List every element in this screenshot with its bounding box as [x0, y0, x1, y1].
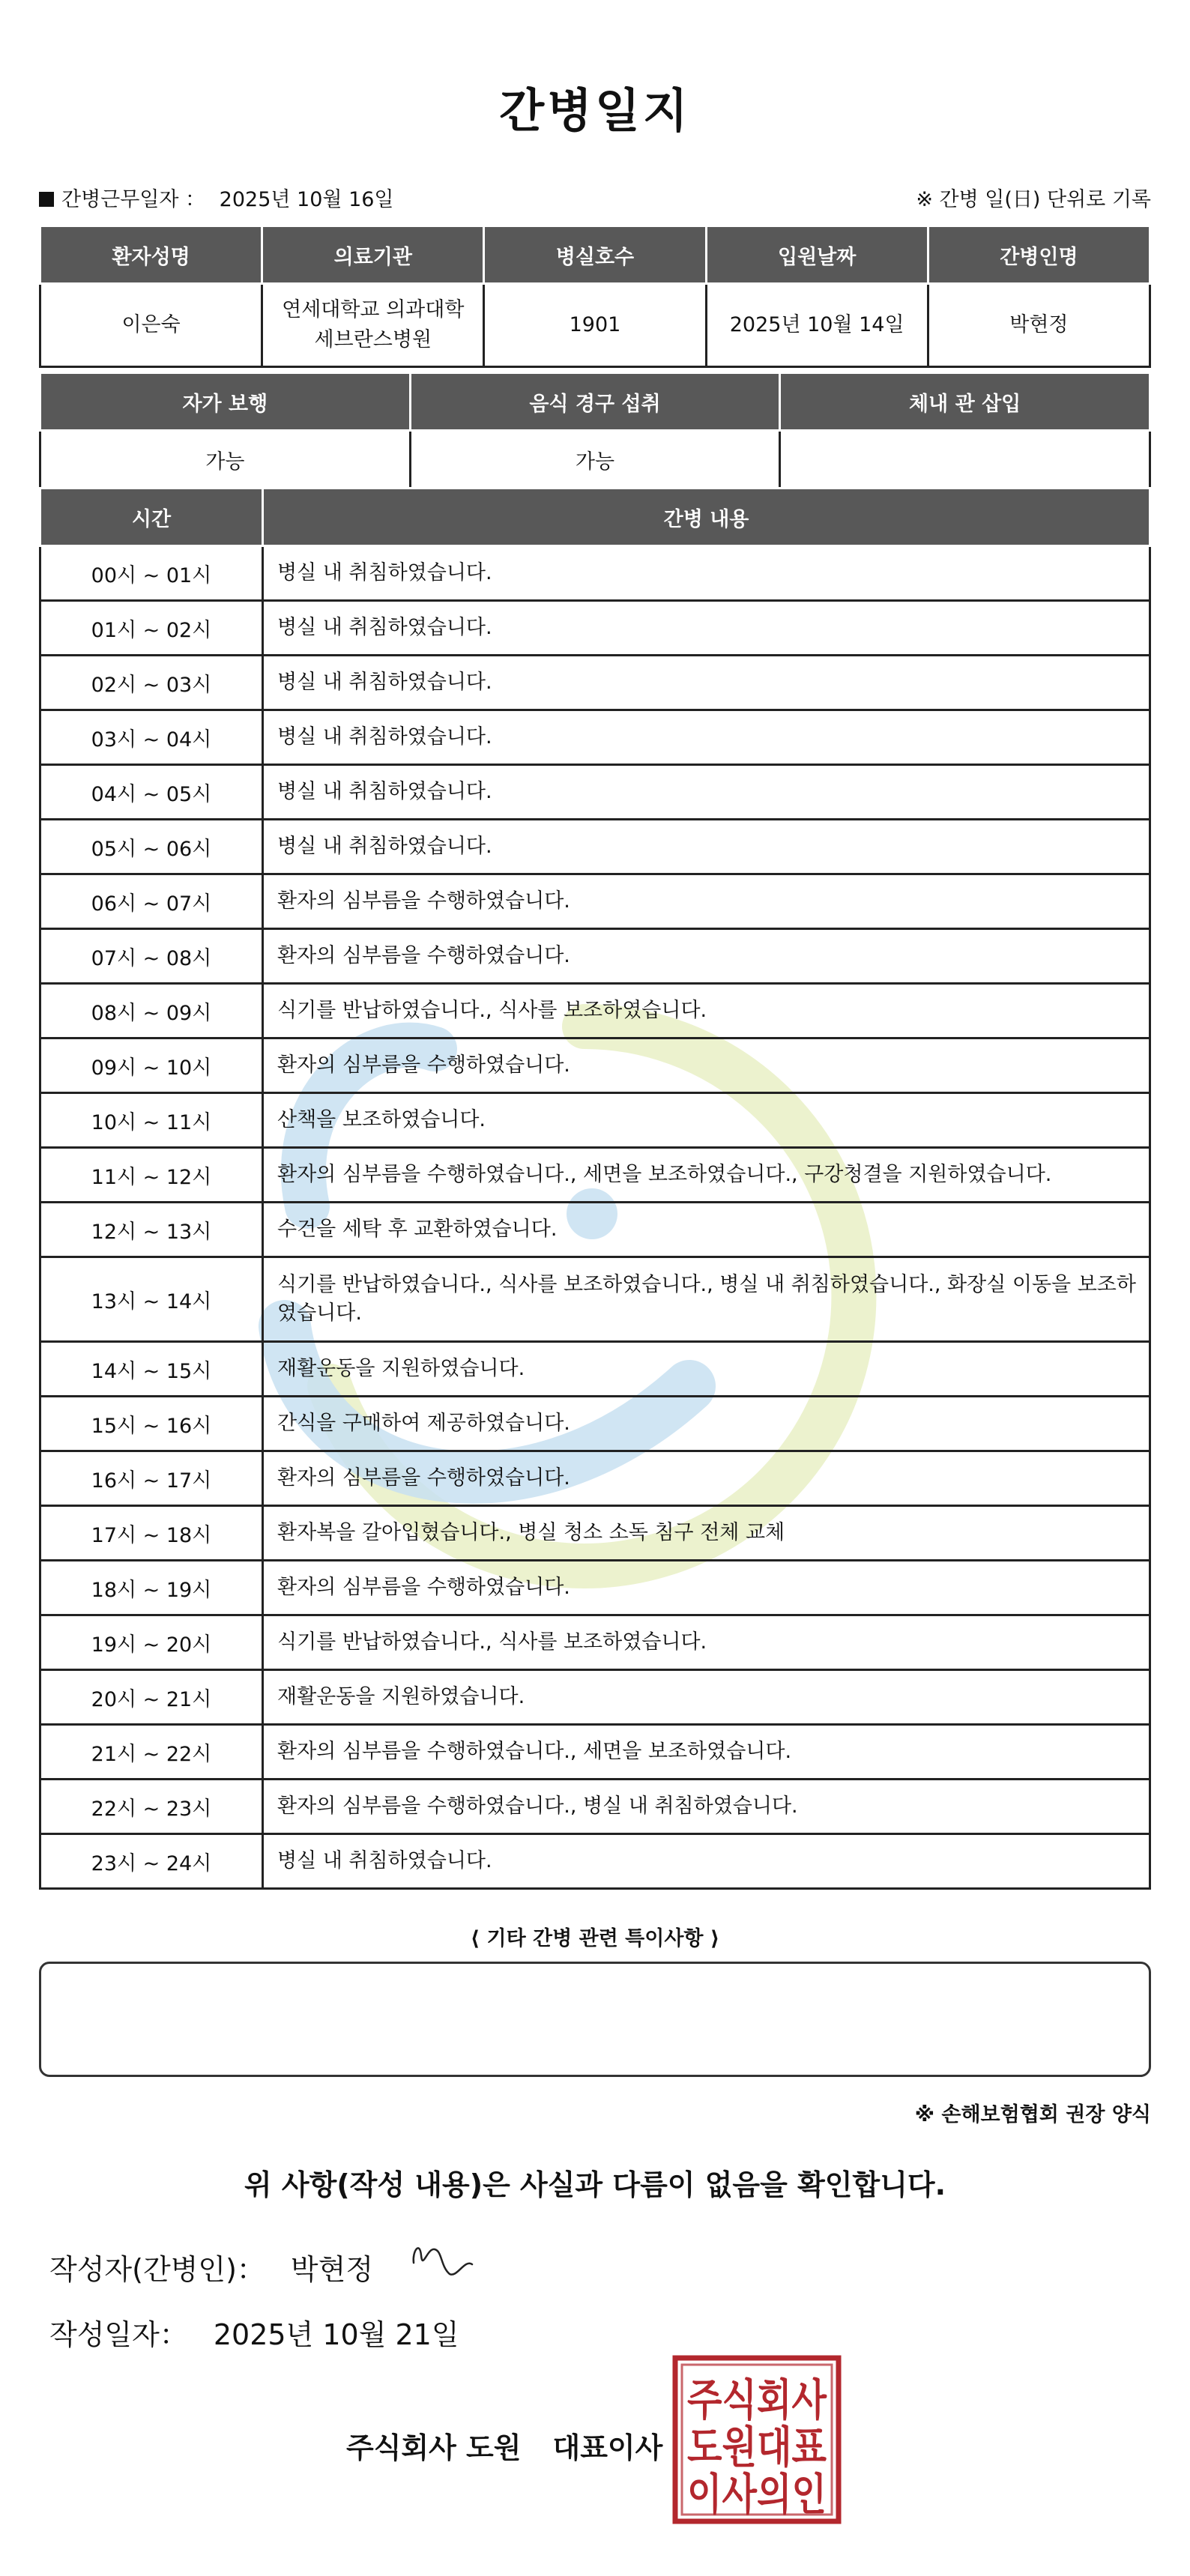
log-content: 환자의 심부름을 수행하였습니다. [263, 929, 1150, 984]
log-content: 환자의 심부름을 수행하였습니다. [263, 1451, 1150, 1506]
log-time: 14시 ~ 15시 [40, 1342, 263, 1397]
room-number: 1901 [484, 284, 706, 367]
log-time: 04시 ~ 05시 [40, 765, 263, 820]
table-row [40, 929, 1150, 984]
log-content: 병실 내 취침하였습니다. [263, 546, 1150, 601]
log-time: 16시 ~ 17시 [40, 1451, 263, 1506]
recommend-note: ※ 손해보험협회 권장 양식 [914, 2103, 1151, 2126]
log-content: 병실 내 취침하였습니다. [263, 710, 1150, 765]
table-row [40, 765, 1150, 820]
log-time: 10시 ~ 11시 [40, 1093, 263, 1148]
header-care-content: 간병 내용 [263, 489, 1150, 546]
header-patient-name: 환자성명 [40, 226, 262, 284]
log-content: 병실 내 취침하였습니다. [263, 820, 1150, 874]
log-time: 11시 ~ 12시 [40, 1148, 263, 1203]
log-time: 17시 ~ 18시 [40, 1506, 263, 1561]
log-content: 환자의 심부름을 수행하였습니다. [263, 1038, 1150, 1093]
special-notes-label: ⟨ 기타 간병 관련 특이사항 ⟩ [470, 1927, 720, 1950]
log-time: 00시 ~ 01시 [40, 546, 263, 601]
log-content: 간식을 구매하여 제공하였습니다. [263, 1397, 1150, 1451]
tube-insertion-value [780, 431, 1150, 489]
log-time: 09시 ~ 10시 [40, 1038, 263, 1093]
company-title: 대표이사 [552, 2431, 663, 2464]
company-signoff [346, 2425, 662, 2466]
header-hospital: 의료기관 [262, 226, 484, 284]
header-tube-insertion: 체내 관 삽입 [780, 373, 1150, 431]
log-time: 06시 ~ 07시 [40, 874, 263, 929]
seal-text-line: 도원대표 [687, 2422, 827, 2473]
table-row [40, 1451, 1150, 1506]
patient-name: 이은숙 [40, 284, 262, 367]
seal-text-line: 주식회사 [687, 2374, 827, 2425]
admit-date: 2025년 10월 14일 [706, 284, 928, 367]
log-time: 23시 ~ 24시 [40, 1834, 263, 1889]
log-time: 05시 ~ 06시 [40, 820, 263, 874]
caregiver-name: 박현정 [928, 284, 1150, 367]
header-admit-date: 입원날짜 [706, 226, 928, 284]
log-time: 08시 ~ 09시 [40, 984, 263, 1038]
log-time: 22시 ~ 23시 [40, 1780, 263, 1834]
log-content: 병실 내 취침하였습니다. [263, 765, 1150, 820]
table-row [40, 1397, 1150, 1451]
log-content: 식기를 반납하였습니다., 식사를 보조하였습니다. [263, 1615, 1150, 1670]
writer-line [49, 2246, 373, 2288]
writer-name: 박현정 [290, 2253, 374, 2286]
table-row [40, 1506, 1150, 1561]
seal-text-line: 이사의인 [687, 2469, 827, 2520]
log-time: 20시 ~ 21시 [40, 1670, 263, 1725]
log-content: 환자의 심부름을 수행하였습니다., 세면을 보조하였습니다. [263, 1725, 1150, 1780]
header-time: 시간 [40, 489, 263, 546]
table-row [40, 820, 1150, 874]
log-content: 재활운동을 지원하였습니다. [263, 1342, 1150, 1397]
log-content: 재활운동을 지원하였습니다. [263, 1670, 1150, 1725]
table-row [40, 656, 1150, 710]
log-content: 병실 내 취침하였습니다. [263, 601, 1150, 656]
header-oral-intake: 음식 경구 섭취 [410, 373, 780, 431]
log-time: 02시 ~ 03시 [40, 656, 263, 710]
document-title: 간병일지 [499, 83, 691, 138]
table-row [40, 1257, 1150, 1342]
table-row [40, 1342, 1150, 1397]
table-row [40, 1725, 1150, 1780]
care-log-table [39, 487, 1151, 1890]
table-row [40, 710, 1150, 765]
log-time: 21시 ~ 22시 [40, 1725, 263, 1780]
patient-status-table [39, 372, 1151, 489]
log-content: 수건을 세탁 후 교환하였습니다. [263, 1203, 1150, 1257]
signature-mark [405, 2233, 487, 2285]
company-name: 주식회사 도원 [346, 2431, 522, 2464]
confirmation-statement: 위 사항(작성 내용)은 사실과 다름이 없음을 확인합니다. [244, 2168, 946, 2201]
table-row [40, 1780, 1150, 1834]
record-unit-note: ※ 간병 일(日) 단위로 기록 [916, 188, 1151, 211]
write-date-line [49, 2312, 459, 2353]
header-self-walking: 자가 보행 [40, 373, 411, 431]
writer-label: 작성자(간병인)： [49, 2253, 265, 2286]
write-date-value: 2025년 10월 21일 [213, 2318, 459, 2351]
patient-info-table [39, 225, 1151, 368]
log-content: 식기를 반납하였습니다., 식사를 보조하였습니다. [263, 984, 1150, 1038]
table-row [40, 601, 1150, 656]
log-content: 환자의 심부름을 수행하였습니다., 병실 내 취침하였습니다. [263, 1780, 1150, 1834]
table-row [40, 1203, 1150, 1257]
log-time: 01시 ~ 02시 [40, 601, 263, 656]
oral-intake-value: 가능 [410, 431, 780, 489]
header-room: 병실호수 [484, 226, 706, 284]
log-time: 15시 ~ 16시 [40, 1397, 263, 1451]
hospital-name: 연세대학교 의과대학 세브란스병원 [262, 284, 484, 367]
write-date-label: 작성일자： [49, 2318, 188, 2351]
log-content: 병실 내 취침하였습니다. [263, 1834, 1150, 1889]
log-time: 13시 ~ 14시 [40, 1257, 263, 1342]
table-row [40, 546, 1150, 601]
table-row [40, 1561, 1150, 1615]
table-row [40, 1670, 1150, 1725]
table-row [40, 1093, 1150, 1148]
log-content: 환자의 심부름을 수행하였습니다. [263, 874, 1150, 929]
work-date-value: 2025년 10월 16일 [219, 188, 394, 211]
table-row [40, 1038, 1150, 1093]
self-walking-value: 가능 [40, 431, 411, 489]
log-content: 환자의 심부름을 수행하였습니다., 세면을 보조하였습니다., 구강청결을 지원하였습니다. [263, 1148, 1150, 1203]
table-row [40, 1148, 1150, 1203]
log-time: 12시 ~ 13시 [40, 1203, 263, 1257]
table-row [40, 1615, 1150, 1670]
square-bullet-icon [39, 192, 54, 207]
special-notes-box [39, 1962, 1151, 2077]
table-row [40, 984, 1150, 1038]
table-row [40, 1834, 1150, 1889]
work-date-label: 간병근무일자 ： [61, 188, 206, 211]
log-content: 산책을 보조하였습니다. [263, 1093, 1150, 1148]
log-time: 03시 ~ 04시 [40, 710, 263, 765]
log-content: 환자의 심부름을 수행하였습니다. [263, 1561, 1150, 1615]
log-content: 환자복을 갈아입혔습니다., 병실 청소 소독 침구 전체 교체 [263, 1506, 1150, 1561]
header-caregiver: 간병인명 [928, 226, 1150, 284]
log-content: 식기를 반납하였습니다., 식사를 보조하였습니다., 병실 내 취침하였습니다., 화장실 이동을 보조하였습니다. [263, 1257, 1150, 1342]
log-time: 18시 ~ 19시 [40, 1561, 263, 1615]
company-seal-stamp [672, 2355, 842, 2524]
log-time: 19시 ~ 20시 [40, 1615, 263, 1670]
log-content: 병실 내 취침하였습니다. [263, 656, 1150, 710]
log-time: 07시 ~ 08시 [40, 929, 263, 984]
table-row [40, 874, 1150, 929]
work-date-line [39, 183, 1151, 213]
